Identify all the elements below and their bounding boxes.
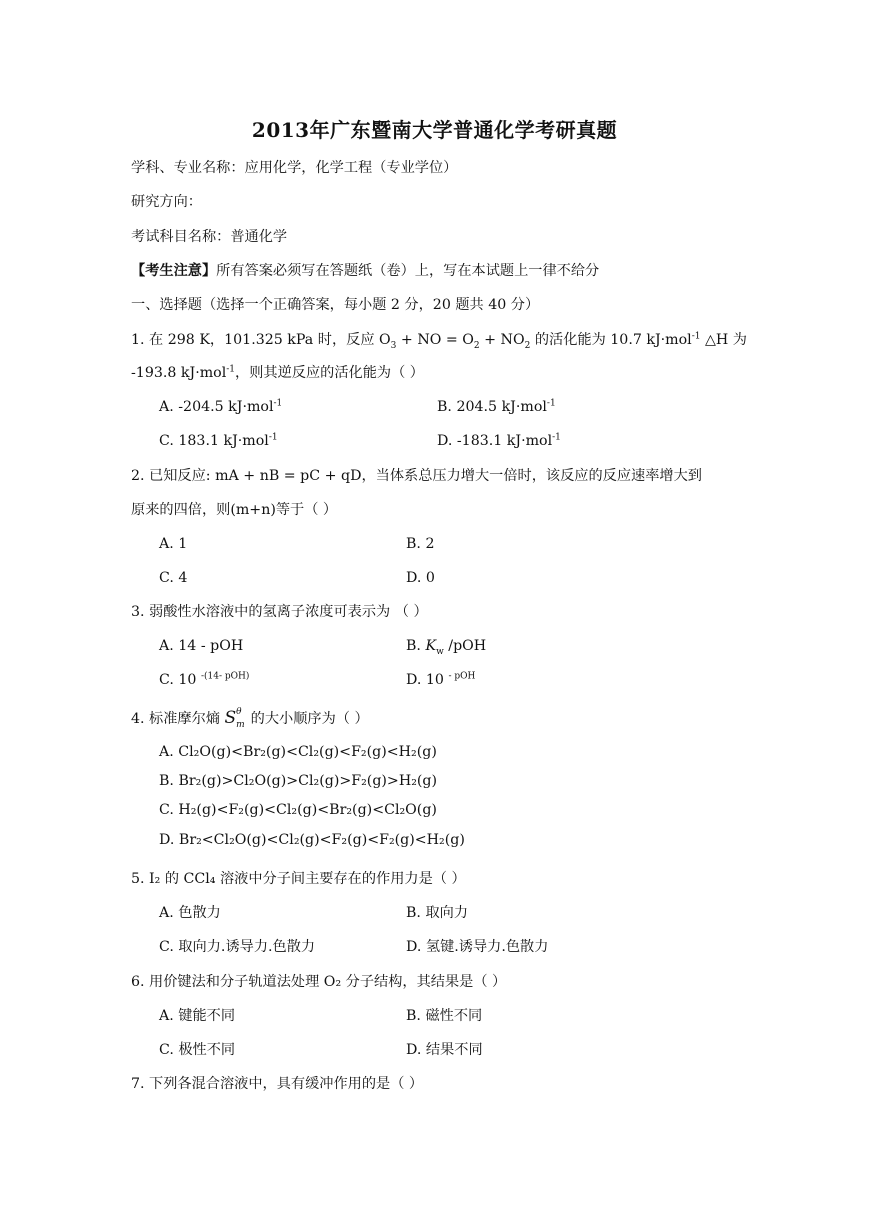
question-6-option-b: B. 磁性不同 [406, 1008, 483, 1024]
question-1-option-d: D. -183.1 kJ·mol$^{-1}$ [437, 432, 561, 449]
question-2-option-c: C. 4 [159, 570, 188, 586]
question-2-option-a: A. 1 [159, 536, 188, 552]
question-6-option-d: D. 结果不同 [406, 1042, 483, 1058]
question-7-line-1: 7. 下列各混合溶液中，具有缓冲作用的是（ ） [131, 1076, 424, 1092]
question-6-option-c: C. 极性不同 [159, 1042, 236, 1058]
question-4-line-1: 4. 标准摩尔熵 S θ m 的大小顺序为（ ） [131, 707, 369, 730]
question-4-option-a: A. Cl₂O(g)<Br₂(g)<Cl₂(g)<F₂(g)<H₂(g) [159, 744, 437, 760]
entropy-symbol: S [224, 708, 237, 728]
question-5-line-1: 5. I₂ 的 CCl₄ 溶液中分子间主要存在的作用力是（ ） [131, 871, 466, 887]
question-1-option-c: C. 183.1 kJ·mol$^{-1}$ [159, 432, 278, 449]
question-4-option-c: C. H₂(g)<F₂(g)<Cl₂(g)<Br₂(g)<Cl₂O(g) [159, 802, 437, 818]
page-title: 2013年广东暨南大学普通化学考研真题 [251, 118, 618, 142]
exam-name-line: 考试科目名称：普通化学 [131, 229, 288, 245]
question-4-option-d: D. Br₂<Cl₂O(g)<Cl₂(g)<F₂(g)<F₂(g)<H₂(g) [159, 832, 465, 848]
question-3-option-c: C. 10 $^{-(14- pOH)}$ [159, 671, 250, 688]
question-3-option-b: B. $K_w$ /pOH [406, 638, 487, 657]
notice-line [131, 261, 599, 281]
question-3-option-a: A. 14 - pOH [159, 638, 244, 654]
question-2-option-b: B. 2 [406, 536, 435, 552]
question-4-option-b: B. Br₂(g)>Cl₂O(g)>Cl₂(g)>F₂(g)>H₂(g) [159, 773, 438, 789]
research-direction-line: 研究方向： [131, 194, 202, 210]
question-2-option-d: D. 0 [406, 570, 435, 586]
question-5-option-d: D. 氢键.诱导力.色散力 [406, 939, 549, 955]
question-6-line-1: 6. 用价键法和分子轨道法处理 O₂ 分子结构，其结果是（ ） [131, 974, 507, 990]
question-1-line-1: 1. 在 298 K，101.325 kPa 时，反应 $O_3$ + NO = $O_2 + NO_2$ 的活化能为 10.7 kJ·mol$^{-1}$ △H 为 [131, 331, 747, 351]
question-2-line-1: 2. 已知反应: mA + nB = pC + qD，当体系总压力增大一倍时，该反应的反应速率增大到 [131, 468, 702, 484]
question-6-option-a: A. 键能不同 [159, 1008, 236, 1024]
question-2-line-2: 原来的四倍，则(m+n)等于（ ） [131, 502, 338, 518]
notice-text: 所有答案必须写在答题纸（卷）上，写在本试题上一律不给分 [216, 263, 600, 279]
question-1-option-b: B. 204.5 kJ·mol$^{-1}$ [437, 398, 556, 415]
question-5-option-a: A. 色散力 [159, 905, 221, 921]
question-5-option-c: C. 取向力.诱导力.色散力 [159, 939, 316, 955]
question-1-option-a: A. -204.5 kJ·mol$^{-1}$ [159, 398, 283, 415]
question-3-line-1: 3. 弱酸性水溶液中的氢离子浓度可表示为 （ ） [131, 604, 428, 620]
section-heading: 一、选择题（选择一个正确答案，每小题 2 分，20 题共 40 分） [131, 297, 540, 313]
question-1-line-2: -193.8 kJ·mol$^{-1}$，则其逆反应的活化能为（ ） [131, 364, 424, 381]
question-3-option-d: D. 10 $^{- pOH}$ [406, 671, 476, 688]
question-5-option-b: B. 取向力 [406, 905, 469, 921]
notice-label: 【考生注意】 [131, 263, 217, 279]
subject-line: 学科、专业名称：应用化学，化学工程（专业学位） [131, 160, 458, 176]
